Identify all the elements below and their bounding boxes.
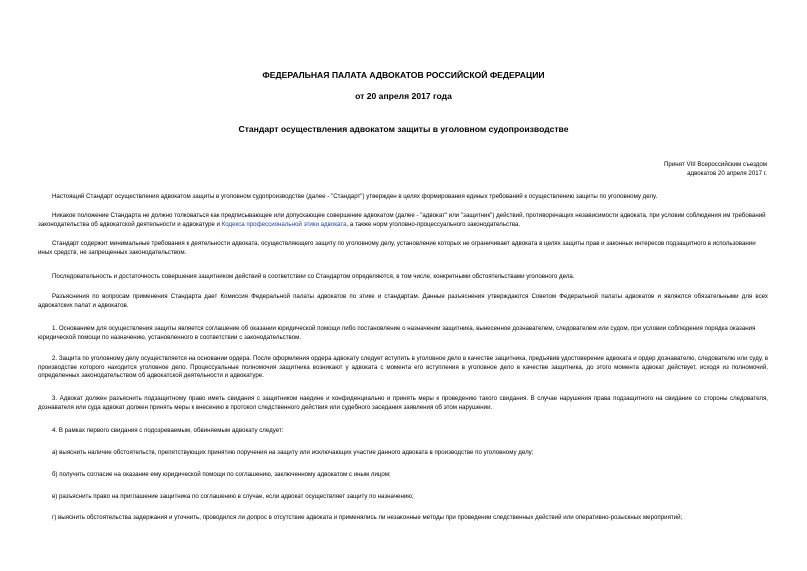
paragraph-interpretation xyxy=(38,212,768,229)
date-heading: от 20 апреля 2017 года xyxy=(355,91,452,101)
paragraph-item-1-text: 1. Основанием для осуществления защиты является соглашение об оказании юридической помощи либо постановление о назначении защитника, вынесенное дознавателем, следователем или судом, при условии соблюдения порядка оказания юридической помощи по назначению, установленного в соответствии с законодательством. xyxy=(38,325,756,341)
paragraph-item-2 xyxy=(38,355,768,381)
paragraph-item-4a xyxy=(38,449,768,458)
paragraph-item-4d xyxy=(38,514,768,523)
paragraph-item-4a-text: а) выяснить наличие обстоятельств, препятствующих принятию поручения на защиту или исключающих участие данного адвоката в производстве по уголовному делу; xyxy=(52,449,534,456)
paragraph-item-3 xyxy=(38,395,768,412)
paragraph-item-4 xyxy=(38,427,768,436)
paragraph-sequence xyxy=(38,273,768,282)
paragraph-sequence-text: Последовательность и достаточность совершения защитником действий в соответствии со Стандартом определяются, в том числе, конкретными обстоятельствами уголовного дела. xyxy=(52,273,575,280)
paragraph-interpretation-text-after: , а также норм уголовно-процессуального законодательства. xyxy=(346,220,521,228)
paragraph-item-4c xyxy=(38,493,768,502)
paragraph-clarifications xyxy=(38,293,768,310)
paragraph-item-1 xyxy=(38,325,768,342)
paragraph-item-2-text: 2. Защита по уголовному делу осуществляется на основании ордера. После оформления ордера адвокату следует вступить в уголовное дело в качестве защитника, предъявив удостоверение адвоката и ордер дознавателю, следователю или суду, в производстве которого находится уголовное дело. Процессуальные полномочия защитника возникают у адвоката с момента его вступления в уголовное дело в качестве защитника, до этого момента адвокат действует, исходя из полномочий, определенных законодательством об адвокатской деятельности и адвокатуре. xyxy=(38,355,768,380)
paragraph-minimum-requirements xyxy=(38,240,768,257)
paragraph-item-4b xyxy=(38,471,768,480)
paragraph-interpretation-text-before: Никакое положение Стандарта не должно толковаться как предписывающее или допускающее совершение адвокатом (далее - "адвокат" или "защитник") действий, противоречащих независимости адвоката, при условии соблюдения им требований законодательства об адвокатской деятельности и адвокатуре и xyxy=(38,212,766,228)
paragraph-item-4d-text: г) выяснить обстоятельства задержания и уточнить, проводился ли допрос в отсутствие адвоката и применялись ли незаконные методы при проведении следственных действий или оперативно-розыскных мероприятий; xyxy=(52,514,683,521)
paragraph-item-3-text: 3. Адвокат должен разъяснить подзащитному право иметь свидания с защитником наедине и конфиденциально и принять меры к проведению такого свидания. В случае нарушения права подзащитного на свидание со стороны следователя, дознавателя или суда адвокат должен принять меры к внесению в протокол следственного действия или судебного заседания заявления об этом нарушении. xyxy=(38,395,768,411)
adopted-line-2: адвокатов 20 апреля 2017 г. xyxy=(687,170,767,177)
paragraph-clarifications-text: Разъяснения по вопросам применения Стандарта дает Комиссия Федеральной палаты адвокатов по этике и стандартам. Данные разъяснения утверждаются Советом Федеральной палаты адвокатов и являются обязательными для всех адвокатских палат и адвокатов. xyxy=(38,293,768,309)
org-heading: ФЕДЕРАЛЬНАЯ ПАЛАТА АДВОКАТОВ РОССИЙСКОЙ ФЕДЕРАЦИИ xyxy=(262,70,545,80)
document-title: Стандарт осуществления адвокатом защиты в уголовном судопроизводстве xyxy=(238,124,569,134)
adopted-line-1: Принят VIII Всероссийским съездом xyxy=(663,161,767,168)
ethics-code-link[interactable]: Кодекса профессиональной этики адвоката xyxy=(221,220,347,228)
paragraph-intro xyxy=(38,193,768,202)
paragraph-intro-text: Настоящий Стандарт осуществления адвокатом защиты в уголовном судопроизводстве (далее - "Стандарт") утвержден в целях формирования единых требований к осуществлению защиты по уголовному делу. xyxy=(52,193,658,200)
paragraph-minimum-requirements-text: Стандарт содержит минимальные требования к деятельности адвоката, осуществляющего защиту по уголовному делу, установление которых не ограничивает адвоката в целях защиты прав и законных интересов подзащитного в использовании иных средств, не запрещенных законодательством. xyxy=(38,240,756,256)
paragraph-item-4b-text: б) получить согласие на оказание ему юридической помощи по соглашению, заключенному адвокатом с иным лицом; xyxy=(52,471,391,478)
paragraph-item-4-text: 4. В рамках первого свидания с подозреваемым, обвиняемым адвокату следует: xyxy=(52,427,284,434)
paragraph-item-4c-text: в) разъяснить право на приглашение защитника по соглашению в случае, если адвокат осуществляет защиту по назначению; xyxy=(52,493,414,500)
